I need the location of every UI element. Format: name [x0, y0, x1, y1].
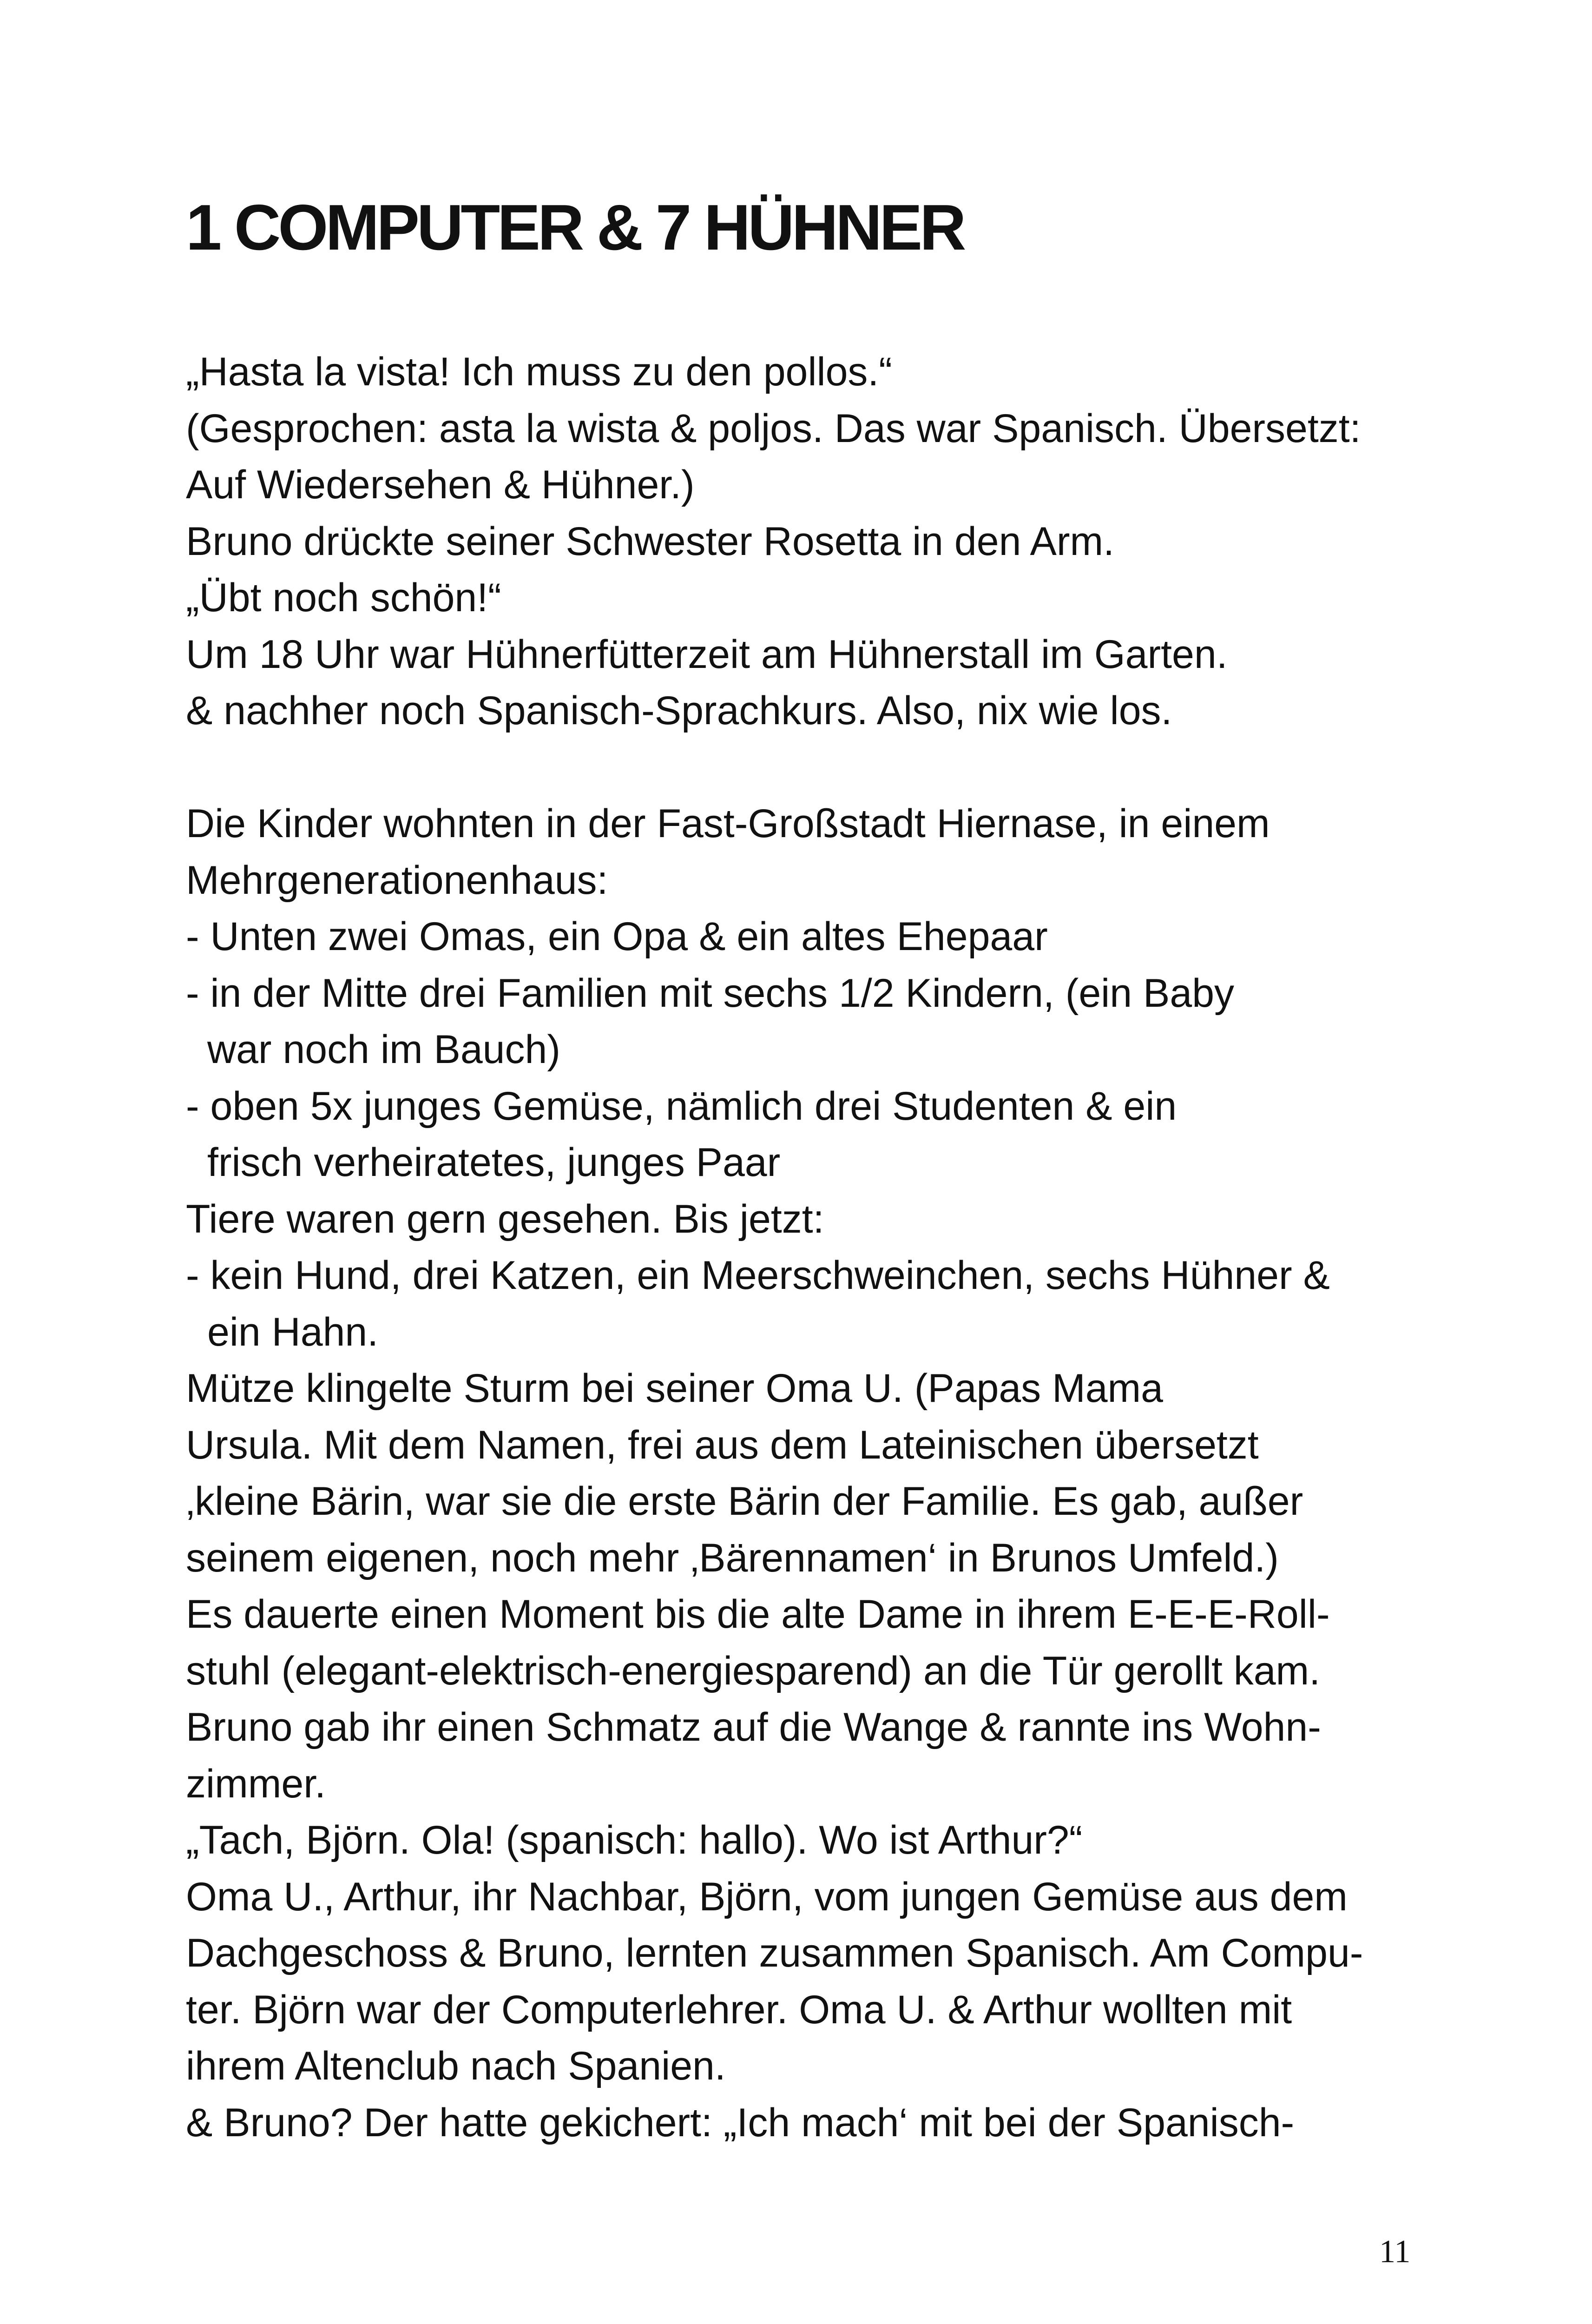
text-line: Mehrgenerationenhaus: — [186, 858, 608, 903]
text-line: Tiere waren gern gesehen. Bis jetzt: — [186, 1196, 824, 1241]
text-line: stuhl (elegant-elektrisch-energiesparend) an die Tür gerollt kam. — [186, 1648, 1321, 1693]
list-item-line: - Unten zwei Omas, ein Opa & ein altes Ehepaar — [186, 914, 1048, 959]
text-line: Ursula. Mit dem Namen, frei aus dem Lateinischen übersetzt — [186, 1422, 1259, 1467]
text-line: (Gesprochen: asta la wista & poljos. Das war Spanisch. Übersetzt: — [186, 406, 1361, 451]
list-item-continuation: war noch im Bauch) — [207, 1027, 560, 1072]
list-item-line: - in der Mitte drei Familien mit sechs 1/2 Kindern, (ein Baby — [186, 971, 1235, 1016]
text-line: „Hasta la vista! Ich muss zu den pollos.“ — [186, 350, 892, 394]
text-line: Um 18 Uhr war Hühnerfütterzeit am Hühnerstall im Garten. — [186, 632, 1228, 677]
text-line: Es dauerte einen Moment bis die alte Dame in ihrem E-E-E-Roll- — [186, 1592, 1330, 1637]
text-line: Bruno drückte seiner Schwester Rosetta in den Arm. — [186, 519, 1115, 564]
page-number: 11 — [1379, 2234, 1411, 2270]
text-line: „Übt noch schön!“ — [186, 575, 501, 620]
text-line: Auf Wiedersehen & Hühner.) — [186, 462, 695, 507]
text-line: „Tach, Björn. Ola! (spanisch: hallo). Wo ist Arthur?“ — [186, 1818, 1083, 1862]
chapter-title: 1 COMPUTER & 7 HÜHNER — [186, 191, 964, 264]
text-line: ihrem Altenclub nach Spanien. — [186, 2044, 726, 2088]
text-line: Mütze klingelte Sturm bei seiner Oma U. (Papas Mama — [186, 1366, 1164, 1411]
text-line: seinem eigenen, noch mehr ‚Bärennamen‘ in Brunos Umfeld.) — [186, 1535, 1279, 1580]
list-item-continuation: ein Hahn. — [207, 1309, 379, 1354]
list-item-continuation: frisch verheiratetes, junges Paar — [207, 1140, 781, 1185]
text-line: ‚kleine Bärin, war sie die erste Bärin der Familie. Es gab, außer — [186, 1479, 1303, 1524]
text-line: zimmer. — [186, 1761, 326, 1806]
chapter-body — [186, 344, 1441, 2151]
text-line: & nachher noch Spanisch-Sprachkurs. Also, nix wie los. — [186, 688, 1172, 733]
text-line: & Bruno? Der hatte gekichert: „Ich mach‘ mit bei der Spanisch- — [186, 2100, 1295, 2145]
text-line: Dachgeschoss & Bruno, lernten zusammen Spanisch. Am Compu- — [186, 1931, 1363, 1975]
list-item-line: - kein Hund, drei Katzen, ein Meerschweinchen, sechs Hühner & — [186, 1253, 1330, 1298]
text-line: Die Kinder wohnten in der Fast-Großstadt Hiernase, in einem — [186, 801, 1270, 846]
text-line: Bruno gab ihr einen Schmatz auf die Wange & rannte ins Wohn- — [186, 1705, 1321, 1750]
text-line: ter. Björn war der Computerlehrer. Oma U. & Arthur wollten mit — [186, 1987, 1292, 2032]
text-line: Oma U., Arthur, ihr Nachbar, Björn, vom jungen Gemüse aus dem — [186, 1874, 1348, 1919]
paragraph-gap — [186, 739, 1441, 796]
list-item-line: - oben 5x junges Gemüse, nämlich drei Studenten & ein — [186, 1083, 1177, 1129]
